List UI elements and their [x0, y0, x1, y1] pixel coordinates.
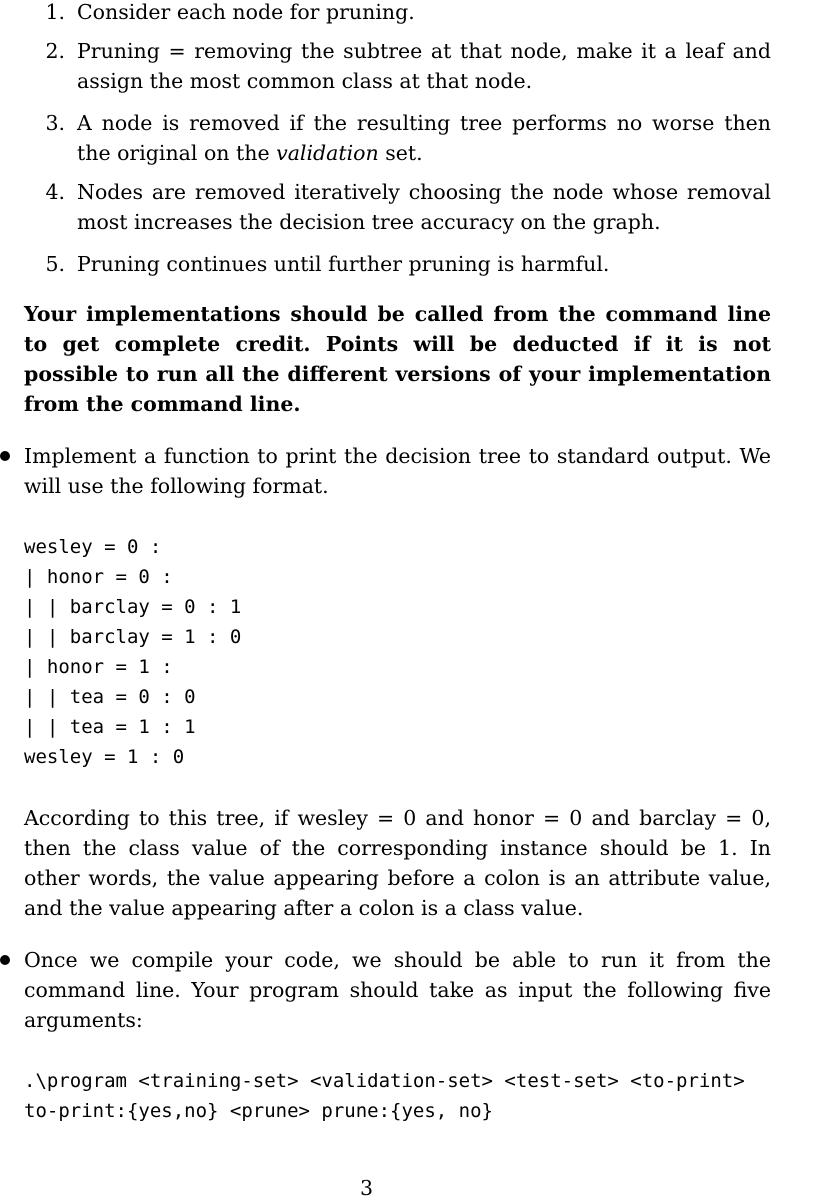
- code-line: wesley = 1 : 0: [24, 746, 185, 768]
- code-line: wesley = 0 :: [24, 536, 162, 558]
- step-text-part: set.: [378, 141, 423, 165]
- code-line: | honor = 0 :: [24, 566, 173, 588]
- step-text-part: A node is removed if the resulting tree performs no worse then the original on the: [77, 111, 771, 165]
- code-line: | honor = 1 :: [24, 656, 173, 678]
- bullet-icon: [0, 955, 10, 965]
- step-text: Nodes are removed iteratively choosing the node whose removal most increases the decision tree accuracy on the graph.: [77, 180, 771, 234]
- step-text-emphasis: validation: [276, 141, 379, 165]
- step-number: 1.: [45, 0, 65, 24]
- step-number: 5.: [45, 252, 65, 276]
- code-line: to-print:{yes,no} <prune> prune:{yes, no}: [24, 1100, 493, 1122]
- step-text: Pruning = removing the subtree at that node, make it a leaf and assign the most common class at that node.: [77, 39, 771, 93]
- code-line: .\program <training-set> <validation-set> <test-set> <to-print>: [24, 1070, 745, 1092]
- step-number: 3.: [45, 111, 65, 135]
- run-bullet-intro: Once we compile your code, we should be able to run it from the command line. Your program should take as input the following five arguments:: [24, 948, 771, 1032]
- step-text: [77, 108, 771, 168]
- code-line: | | tea = 0 : 0: [24, 686, 196, 708]
- bold-notice: Your implementations should be called from the command line to get complete credit. Points will be deducted if it is not possible to run all the different versions of your implementation from the command line.: [24, 302, 771, 416]
- page-number: 3: [359, 1176, 374, 1200]
- step-text: Pruning continues until further pruning is harmful.: [77, 252, 610, 276]
- bullet-icon: [0, 451, 10, 461]
- step-number: 4.: [45, 180, 65, 204]
- print-bullet-intro: Implement a function to print the decision tree to standard output. We will use the following format.: [24, 444, 771, 498]
- code-line: | | barclay = 1 : 0: [24, 626, 242, 648]
- code-line: | | barclay = 0 : 1: [24, 596, 242, 618]
- step-number: 2.: [45, 39, 65, 63]
- step-text: Consider each node for pruning.: [77, 0, 415, 24]
- print-bullet-explanation: According to this tree, if wesley = 0 and honor = 0 and barclay = 0, then the class value of the corresponding instance should be 1. In other words, the value appearing before a colon is an attribute value, and the value appearing after a colon is a class value.: [24, 806, 771, 920]
- code-line: | | tea = 1 : 1: [24, 716, 196, 738]
